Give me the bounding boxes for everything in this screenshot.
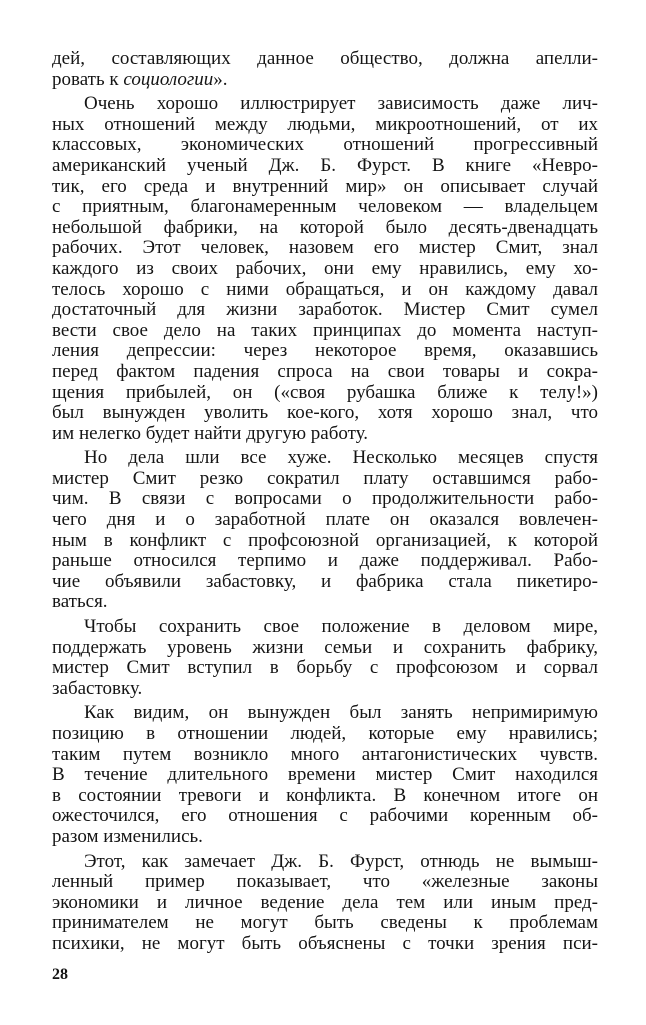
text-line: мистер Смит резко сократил плату оставшимся рабо- xyxy=(52,467,598,489)
text-line: перед фактом падения спроса на свои товары и сокра- xyxy=(52,360,598,382)
text-line: Очень хорошо иллюстрирует зависимость даже лич- xyxy=(84,93,598,115)
text-line: в состоянии тревоги и конфликта. В конечном итоге он xyxy=(52,784,598,806)
italic-term: социологии xyxy=(123,68,214,90)
text-line: Как видим, он вынужден был занять непримиримую xyxy=(84,702,598,724)
text-line: ления депрессии: через некоторое время, оказавшись xyxy=(52,340,598,362)
text-line: ным в конфликт с профсоюзной организацией, к которой xyxy=(52,529,598,551)
text-line: чие объявили забастовку, и фабрика стала пикетиро- xyxy=(52,570,598,592)
text-line: таким путем возникло много антагонистических чувств. xyxy=(52,743,598,765)
paragraph-3 xyxy=(52,448,598,613)
text-line: дей, составляющих данное общество, должна апелли- xyxy=(52,48,598,69)
text-line: ленный пример показывает, что «железные законы xyxy=(52,871,598,893)
text-line: чим. В связи с вопросами о продолжительности рабо- xyxy=(52,488,598,510)
text-line: им нелегко будет найти другую работу. xyxy=(52,422,369,444)
text-line: ных отношений между людьми, микроотношений, от их xyxy=(52,113,598,135)
text-line: каждого из своих рабочих, они ему нравились, ему хо- xyxy=(52,257,598,279)
text-line: классовых, экономических отношений прогрессивный xyxy=(52,134,598,156)
text-line: ваться. xyxy=(52,591,108,613)
paragraph-1 xyxy=(52,49,598,90)
text-line: Этот, как замечает Дж. Б. Фурст, отнюдь не вымыш- xyxy=(84,850,598,872)
text-line: психики, не могут быть объяснены с точки зрения пси- xyxy=(52,932,598,954)
text-line: забастовку. xyxy=(52,677,143,699)
paragraph-2 xyxy=(52,94,598,444)
text-line: достаточный для жизни заработок. Мистер Смит сумел xyxy=(52,299,598,321)
text-line: с приятным, благонамеренным человеком — владельцем xyxy=(52,196,598,218)
text-line: Чтобы сохранить свое положение в деловом мире, xyxy=(84,616,598,638)
paragraph-6 xyxy=(52,852,598,955)
text-line: принимателем не могут быть сведены к проблемам xyxy=(52,912,598,934)
text-line: Но дела шли все хуже. Несколько месяцев спустя xyxy=(84,447,598,469)
text-line: телось хорошо с ними обращаться, и он каждому давал xyxy=(52,278,598,300)
page-number: 28 xyxy=(52,966,68,983)
page-body xyxy=(52,49,598,955)
text-line: позицию в отношении людей, которые ему нравились; xyxy=(52,723,598,744)
text-line: раньше относился терпимо и даже поддерживал. Рабо- xyxy=(52,550,598,572)
text-line: тик, его среда и внутренний мир» он описывает случай xyxy=(52,175,598,197)
text-fragment: ». xyxy=(213,68,228,90)
text-line: был вынужден уволить кое-кого, хотя хорошо знал, что xyxy=(52,402,598,424)
text-line: небольшой фабрики, на которой было десять-двенадцать xyxy=(52,216,598,238)
text-fragment: ровать к xyxy=(52,68,124,90)
text-line: разом изменились. xyxy=(52,825,203,847)
text-line: чего дня и о заработной плате он оказался вовлечен- xyxy=(52,509,598,531)
text-line-with-italic xyxy=(52,70,598,91)
paragraph-5 xyxy=(52,703,598,847)
text-line: ожесточился, его отношения с рабочими коренным об- xyxy=(52,805,598,827)
text-line: мистер Смит вступил в борьбу с профсоюзом и сорвал xyxy=(52,657,598,679)
text-line: американский ученый Дж. Б. Фурст. В книге «Невро- xyxy=(52,154,598,176)
text-line: рабочих. Этот человек, назовем его мистер Смит, знал xyxy=(52,237,598,259)
text-line: щения прибылей, он («своя рубашка ближе к телу!») xyxy=(52,381,598,403)
paragraph-4 xyxy=(52,617,598,699)
text-line: экономики и личное ведение дела тем или иным пред- xyxy=(52,891,598,913)
text-line: В течение длительного времени мистер Смит находился xyxy=(52,764,598,786)
text-line: вести свое дело на таких принципах до момента наступ- xyxy=(52,319,598,341)
text-line: поддержать уровень жизни семьи и сохранить фабрику, xyxy=(52,636,598,658)
